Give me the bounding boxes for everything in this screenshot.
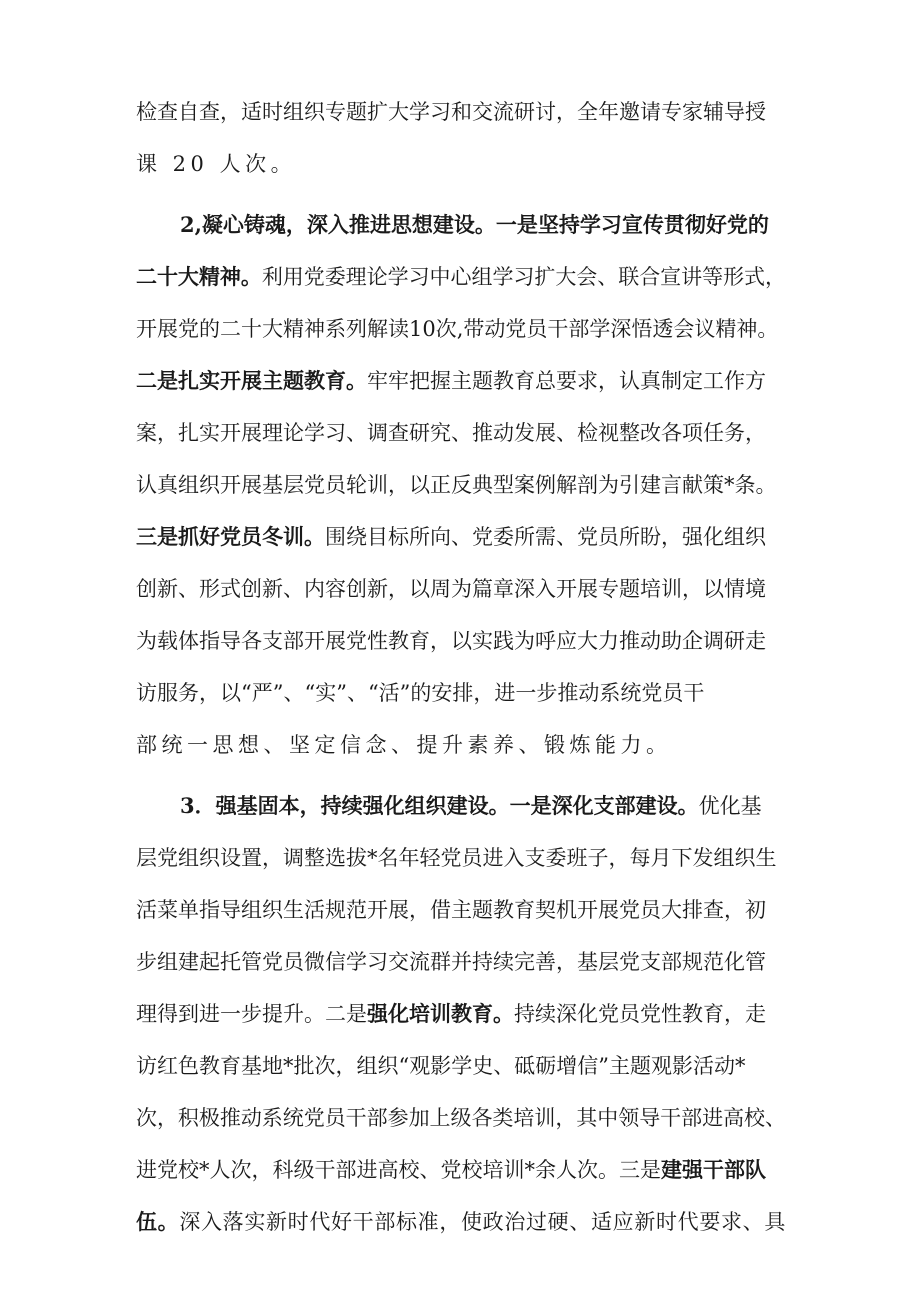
bold-text-run: 2,凝心铸魂，深入推进思想建设。一是坚持学习宣传贯彻好党的	[180, 212, 769, 237]
text-run: 案，扎实开展理论学习、调查研究、推动发展、检视整改各项任务，	[136, 421, 766, 445]
text-line	[136, 570, 786, 608]
text-line	[136, 726, 786, 764]
text-line	[136, 93, 786, 131]
bold-text-run: 二是扎实开展主题教育。	[136, 368, 367, 393]
text-line	[136, 995, 786, 1033]
text-run: 步组建起托管党员微信学习交流群并持续完善，基层党支部规范化管	[136, 950, 766, 974]
text-run: 访红色教育基地*批次，组织“观影学史、砥砺增信”主题观影活动*	[136, 1054, 746, 1078]
text-run: 活菜单指导组织生活规范开展，借主题教育契机开展党员大排查，初	[136, 898, 766, 922]
text-line	[136, 518, 786, 556]
bold-text-run: 二十大精神。	[136, 264, 262, 289]
text-run: 检查自查，适时组织专题扩大学习和交流研讨，全年邀请专家辅导授	[136, 100, 766, 124]
text-line	[136, 891, 786, 929]
text-run: 开展党的二十大精神系列解读10次,带动党员干部学深悟透会议精神。	[136, 317, 779, 341]
text-line	[136, 674, 786, 712]
text-line	[136, 362, 786, 400]
text-line	[180, 787, 786, 825]
text-run: 认真组织开展基层党员轮训，以正反典型案例解剖为引建言献策*条。	[136, 473, 777, 497]
text-run: 次，积极推动系统党员干部参加上级各类培训，其中领导干部进高校、	[136, 1106, 786, 1130]
text-run: 利用党委理论学习中心组学习扩大会、联合宣讲等形式，	[261, 265, 786, 289]
text-line	[136, 943, 786, 981]
bold-text-run: 建强干部队	[661, 1157, 766, 1182]
text-line	[136, 1203, 786, 1241]
text-line	[136, 145, 786, 183]
text-run: 深入落实新时代好干部标准，使政治过硬、适应新时代要求、具	[179, 1210, 787, 1234]
text-line	[136, 414, 786, 452]
text-line	[180, 206, 786, 244]
text-line	[136, 1099, 786, 1137]
text-run: 部统一思想、坚定信念、提升素养、锻炼能力。	[136, 733, 672, 757]
bold-text-run: 强化培训教育。	[367, 1001, 514, 1026]
text-run: 围绕目标所向、党委所需、党员所盼，强化组织	[325, 525, 766, 549]
text-run: 优化基	[698, 794, 762, 818]
text-run: 持续深化党员党性教育，走	[514, 1002, 766, 1026]
text-line	[136, 310, 786, 348]
text-line	[136, 622, 786, 660]
text-line	[136, 258, 786, 296]
text-line	[136, 1047, 786, 1085]
text-line	[136, 466, 786, 504]
text-run: 为载体指导各支部开展党性教育，以实践为呼应大力推动助企调研走	[136, 629, 766, 653]
text-run: 课 20 人次。	[136, 152, 297, 176]
text-line	[136, 1151, 786, 1189]
text-run: 理得到进一步提升。二是	[136, 1002, 367, 1026]
bold-text-run: 3．强基固本，持续强化组织建设。一是深化支部建设。	[180, 793, 699, 818]
bold-text-run: 三是抓好党员冬训。	[136, 524, 325, 549]
text-run: 进党校*人次，科级干部进高校、党校培训*余人次。三是	[136, 1158, 661, 1182]
bold-text-run: 伍。	[136, 1209, 180, 1234]
text-line	[136, 839, 786, 877]
text-run: 访服务，以“严”、“实”、“活”的安排，进一步推动系统党员干	[136, 681, 705, 705]
text-run: 层党组织设置，调整选拔*名年轻党员进入支委班子，每月下发组织生	[136, 846, 777, 870]
text-run: 创新、形式创新、内容创新，以周为篇章深入开展专题培训，以情境	[136, 577, 766, 601]
text-run: 牢牢把握主题教育总要求，认真制定工作方	[367, 369, 766, 393]
